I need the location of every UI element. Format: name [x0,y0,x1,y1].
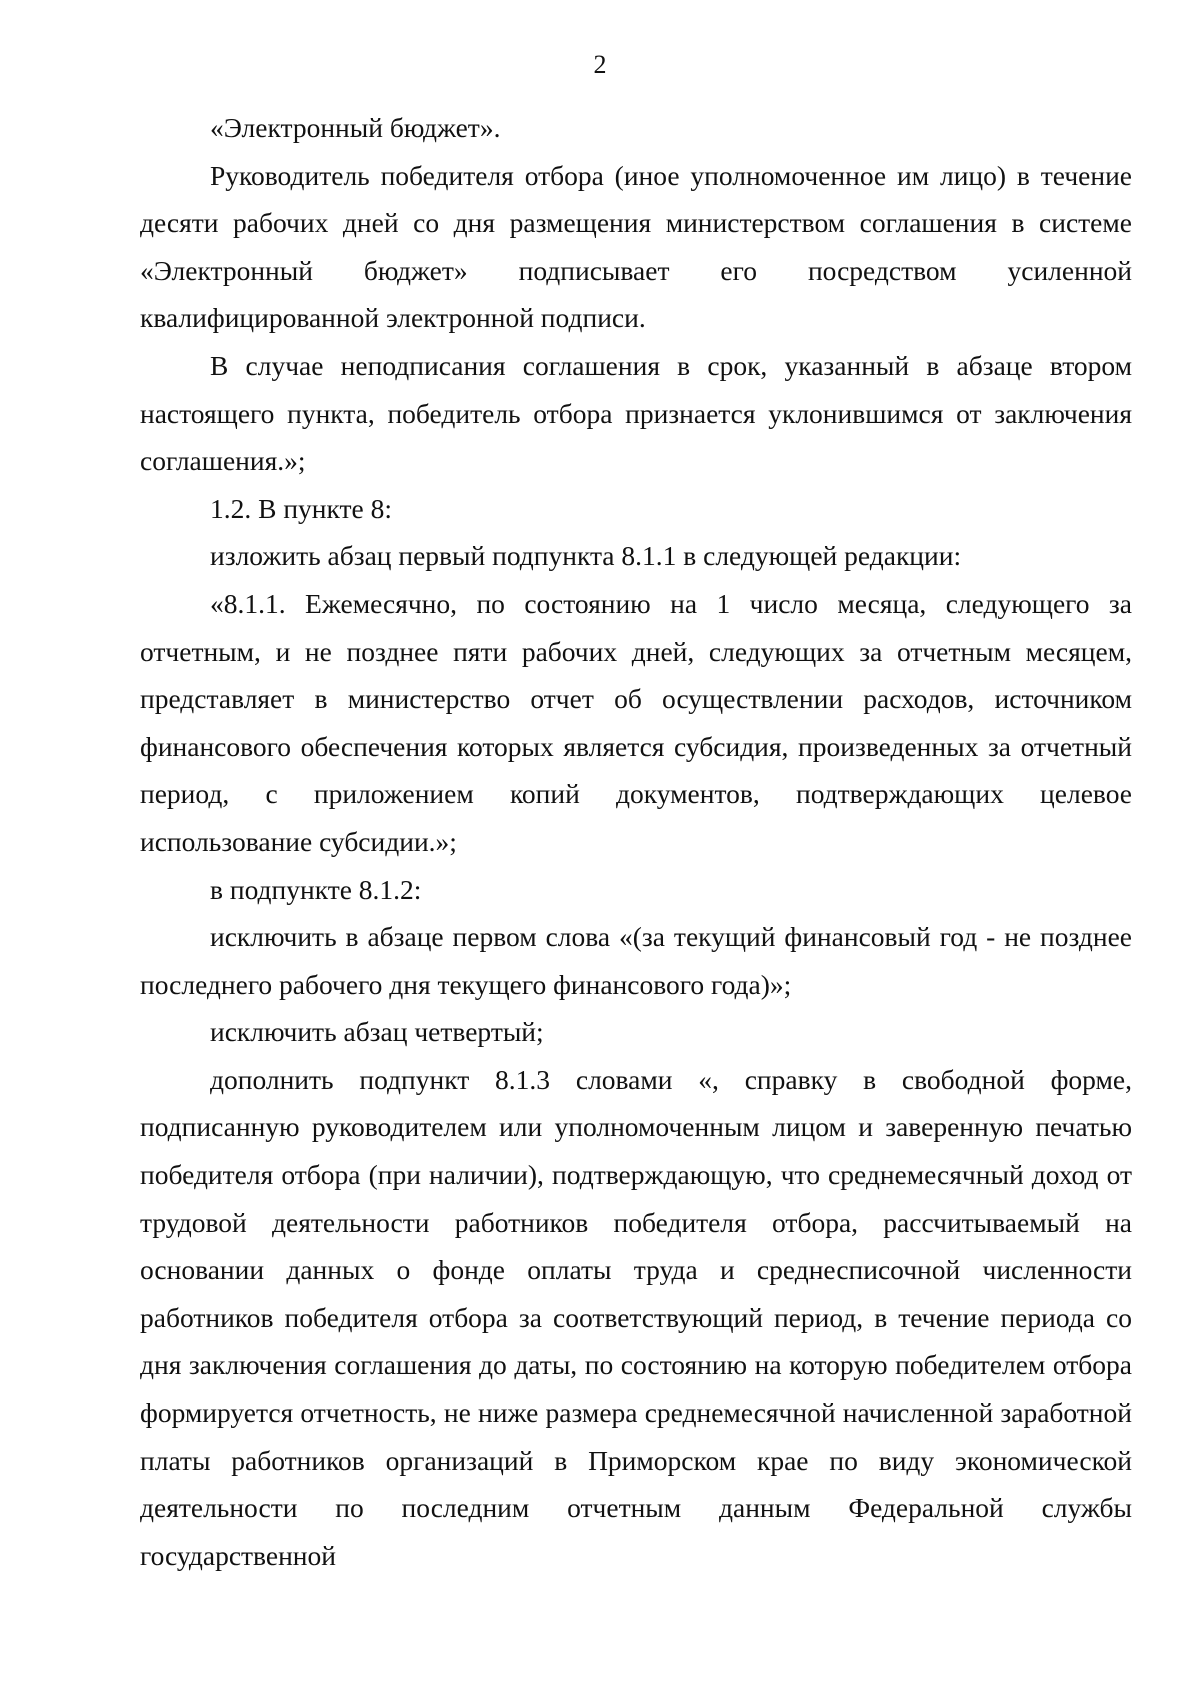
page-number: 2 [593,50,607,79]
paragraph-exclude-fourth: исключить абзац четвертый; [210,1016,544,1048]
paragraph-8-1-1-text: «8.1.1. Ежемесячно, по состоянию на 1 число месяца, следующего за отчетным, и не позднее пяти рабочих дней, следующих за отчетным месяцем, представляет в министерство отчет об осуществлении расходов, источником финансового обеспечения которых является субсидия, произведенных за отчетный период, с приложением копий документов, подтверждающих целевое использование субсидии.»; [140,587,1132,857]
paragraph-electronic-budget-end: «Электронный бюджет». [210,112,501,143]
document-body [140,104,1132,1579]
paragraph-exclude-words: исключить в абзаце первом слова «(за текущий финансовый год - не позднее последнего рабочего дня текущего финансового года)»; [140,921,1132,1000]
paragraph-evasion-clause: В случае неподписания соглашения в срок, указанный в абзаце втором настоящего пункта, победитель отбора признается уклонившимся от заключения соглашения.»; [140,349,1132,477]
paragraph-restate-8-1-1: изложить абзац первый подпункта 8.1.1 в следующей редакции: [210,540,962,572]
paragraph-supplement-8-1-3: дополнить подпункт 8.1.3 словами «, справку в свободной форме, подписанную руководителем или уполномоченным лицом и заверенную печатью победителя отбора (при наличии), подтверждающую, что среднемесячный доход от трудовой деятельности работников победителя отбора, рассчитываемый на основании данных о фонде оплаты труда и среднесписочной численности работников победителя отбора за соответствующий период, в течение периода со дня заключения соглашения до даты, по состоянию на которую победителем отбора формируется отчетность, не ниже размера среднемесячной начисленной заработной платы работников организаций в Приморском крае по виду экономической деятельности по последним отчетным данным Федеральной службы государственной [140,1063,1132,1571]
paragraph-signing-deadline: Руководитель победителя отбора (иное уполномоченное им лицо) в течение десяти рабочих дней со дня размещения министерством соглашения в системе «Электронный бюджет» подписывает его посредством усиленной квалифицированной электронной подписи. [140,159,1132,334]
paragraph-subitem-8-1-2: в подпункте 8.1.2: [210,873,422,905]
paragraph-item-1-2: 1.2. В пункте 8: [210,492,393,524]
